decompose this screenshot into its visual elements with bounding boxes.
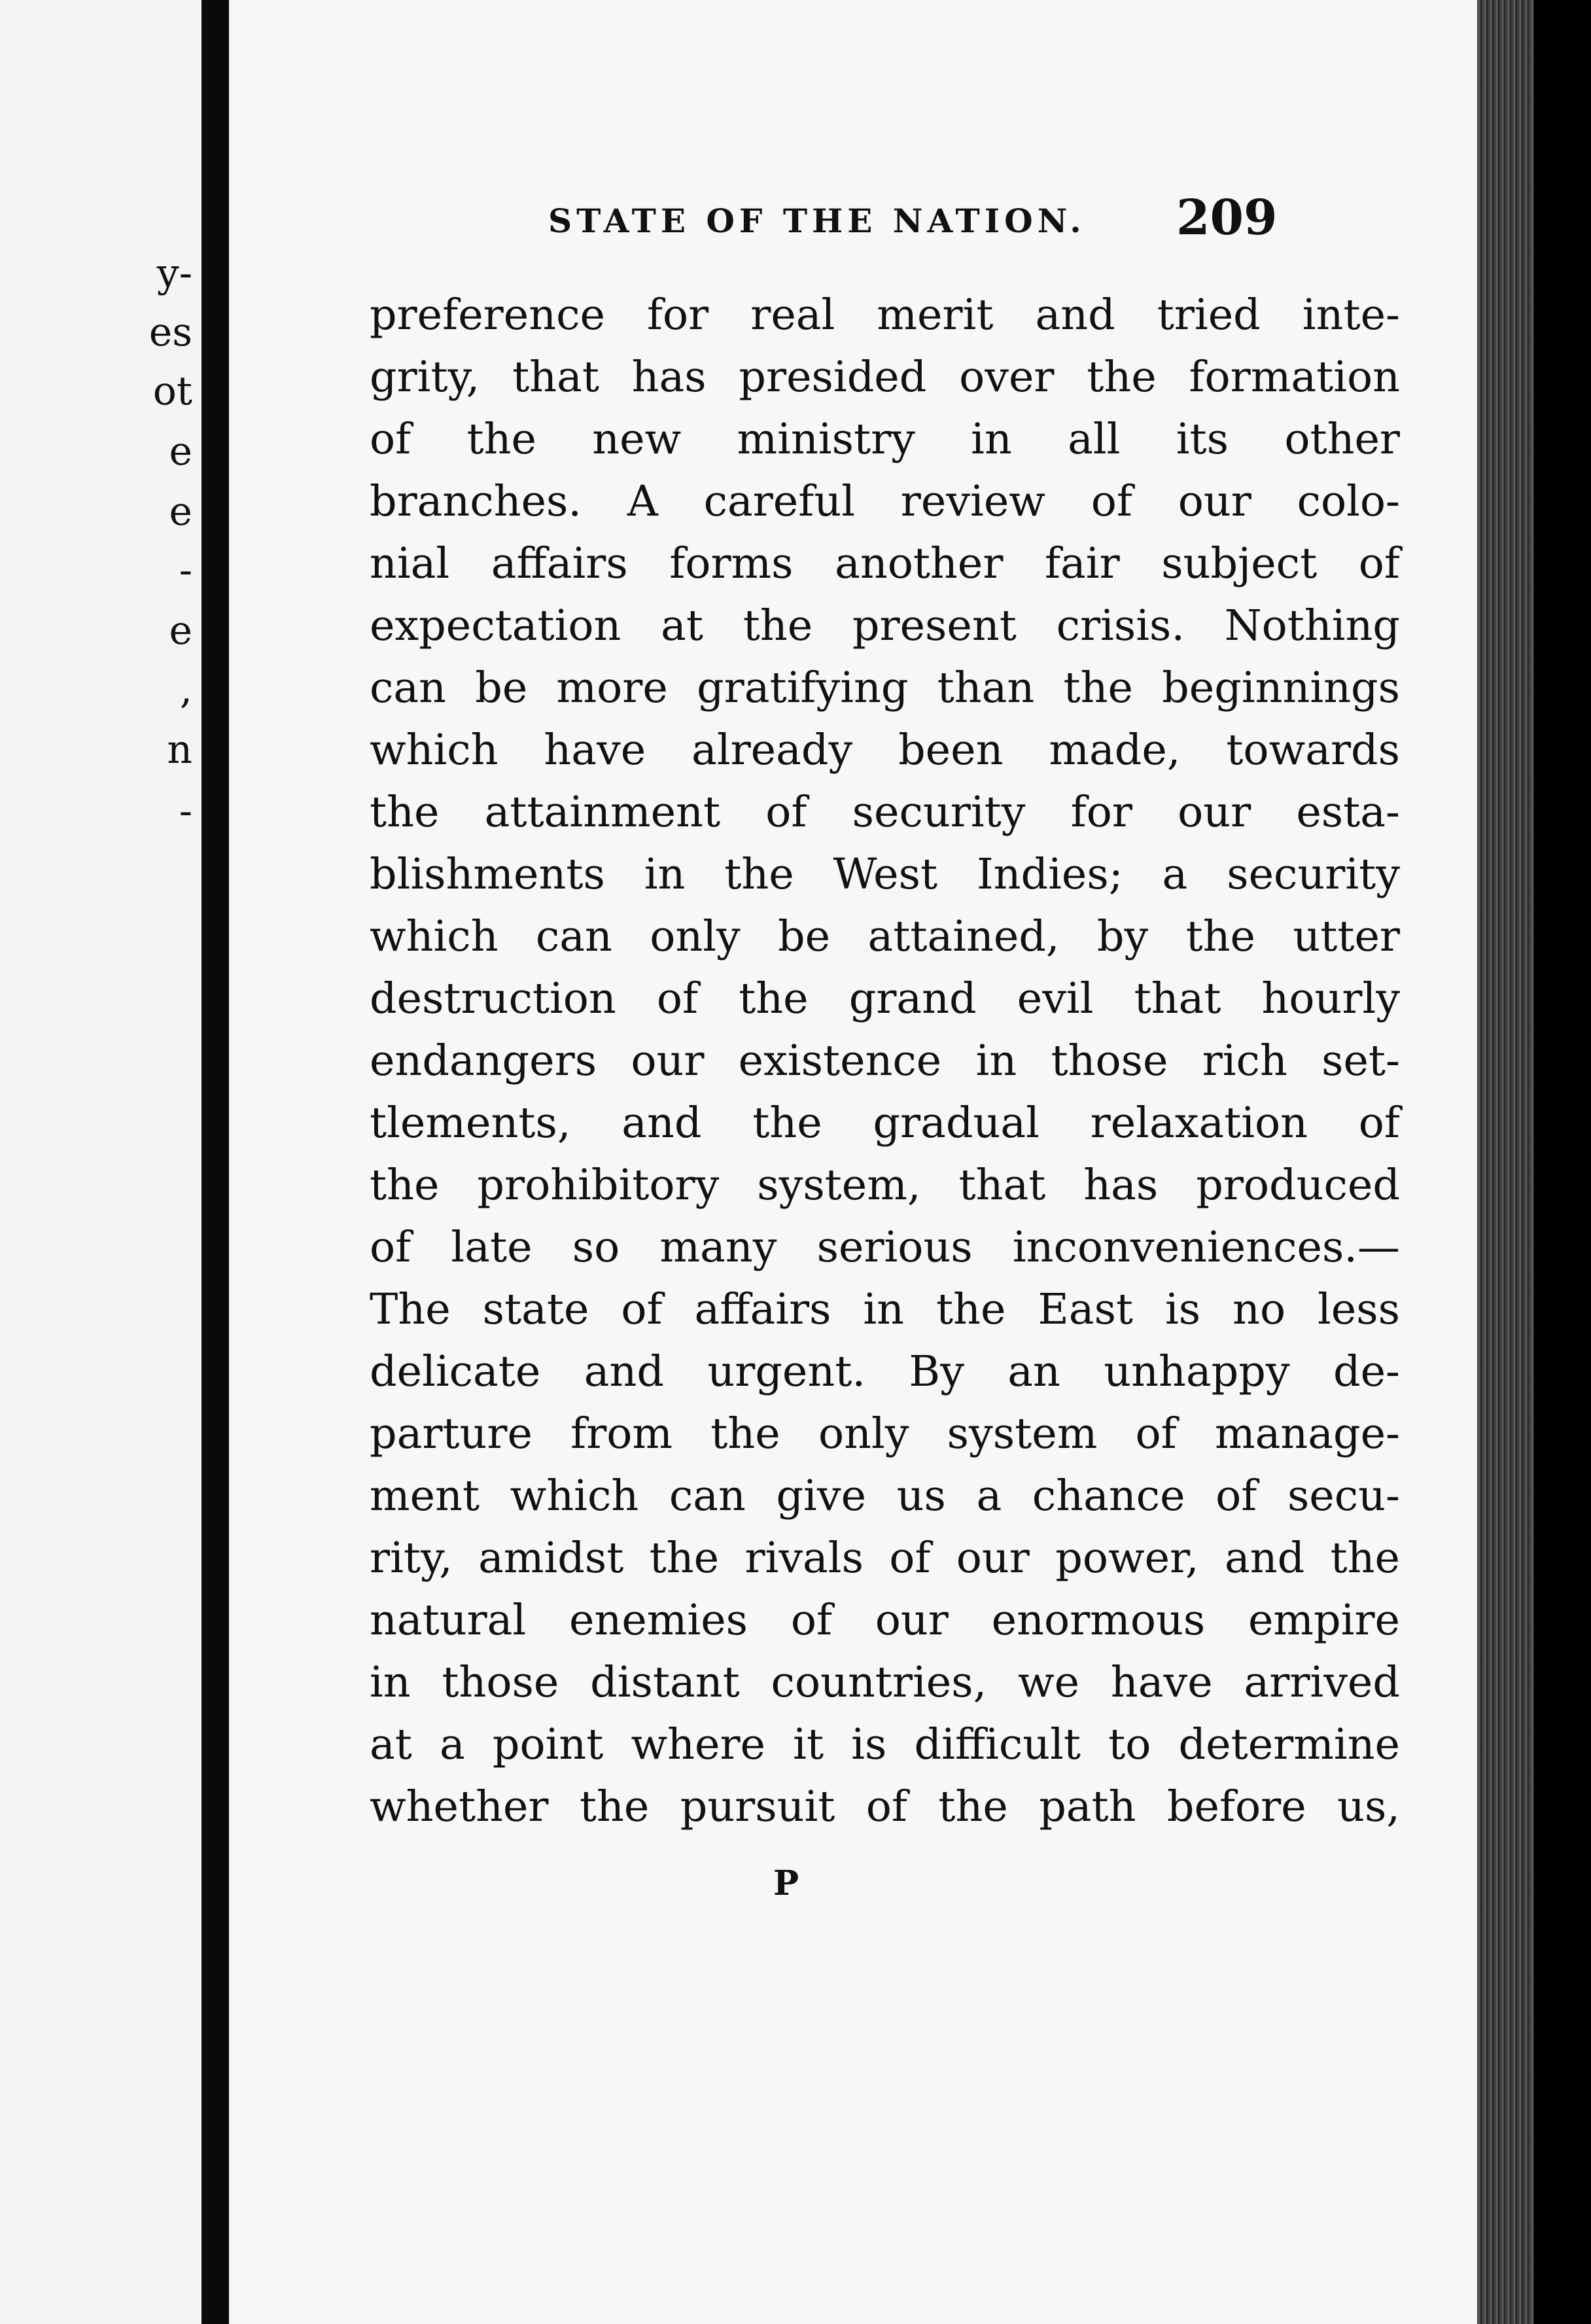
text-line: which have already been made, towards [370,726,1400,775]
text-line: branches. A careful review of our colo- [370,477,1400,526]
text-line: the prohibitory system, that has produced [370,1161,1400,1210]
text-line: blishments in the West Indies; a security [370,850,1400,899]
text-line: The state of affairs in the East is no less [370,1285,1400,1334]
text-line: at a point where it is difficult to determine [370,1720,1400,1769]
text-line: of the new ministry in all its other [370,415,1400,464]
text-line: delicate and urgent. By an unhappy de- [370,1347,1400,1396]
running-head [229,190,1534,249]
text-line: nial affairs forms another fair subject of [370,539,1400,588]
left-page-text: - [179,548,192,593]
text-line: of late so many serious inconveniences.— [370,1223,1400,1272]
left-page-text: , [179,667,192,713]
body-text [370,284,1400,1838]
running-head-title: STATE OF THE NATION. [548,202,1086,240]
left-page-text: e [169,489,192,535]
left-page-text: n [167,727,192,773]
book-gutter [201,0,229,2324]
text-line: rity, amidst the rivals of our power, and the [370,1534,1400,1583]
text-line: endangers our existence in those rich set- [370,1036,1400,1085]
text-line: in those distant countries, we have arrived [370,1658,1400,1707]
text-line: grity, that has presided over the formation [370,353,1400,402]
text-line: which can only be attained, by the utter [370,912,1400,961]
left-page-text: ot [152,368,192,414]
left-page-text: es [149,309,192,355]
left-page-fragment [0,0,201,2324]
left-page-text: y- [156,251,192,296]
text-line: preference for real merit and tried inte- [370,290,1400,340]
text-line: the attainment of security for our esta- [370,788,1400,837]
page-number: 209 [1176,190,1278,246]
text-line: natural enemies of our enormous empire [370,1596,1400,1645]
text-line: tlements, and the gradual relaxation of [370,1099,1400,1148]
left-page-text: e [169,608,192,654]
signature-mark: P [773,1863,799,1903]
book-page [229,0,1534,2324]
text-line: parture from the only system of manage- [370,1409,1400,1458]
left-page-text: e [169,429,192,474]
text-line: ment which can give us a chance of secu- [370,1471,1400,1521]
text-line: destruction of the grand evil that hourly [370,974,1400,1023]
text-line: can be more gratifying than the beginnings [370,663,1400,713]
text-line: whether the pursuit of the path before us, [370,1782,1400,1831]
page-edge [1477,0,1534,2324]
text-line: expectation at the present crisis. Nothing [370,601,1400,650]
left-page-text: - [179,788,192,834]
